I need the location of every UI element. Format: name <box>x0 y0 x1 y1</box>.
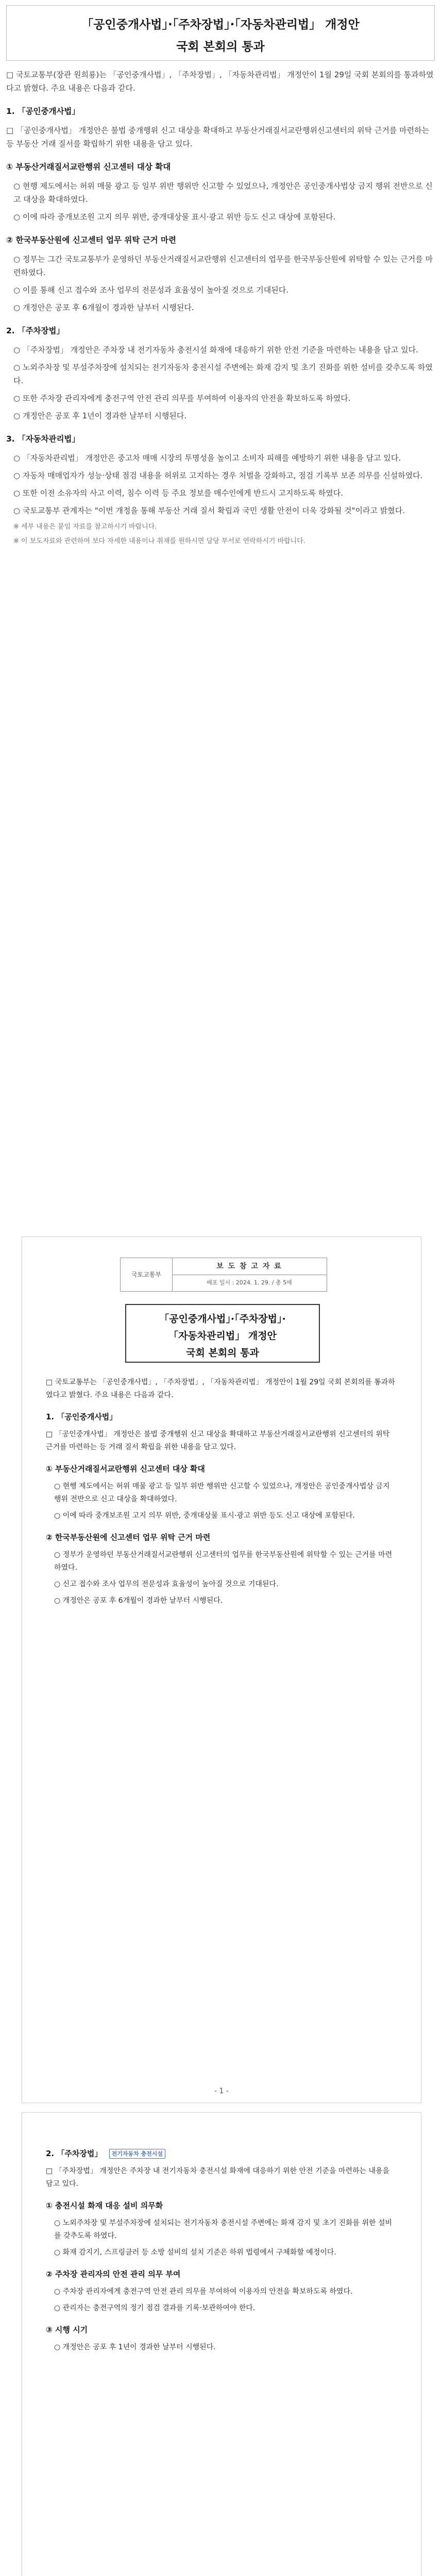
list-item: ○ 이에 따라 중개보조원 고지 의무 위반, 중개대상물 표시·광고 위반 등도 신고 대상에 포함된다. <box>13 212 336 222</box>
list-item: ○ 또한 주차장 관리자에게 충전구역 안전 관리 의무를 부여하여 이용자의 안전을 확보하도록 하였다. <box>13 394 351 403</box>
intro-paragraph: □ 국토교통부(장관 원희룡)는 「공인중개사법」, 「주차장법」, 「자동차관리법」 개정안이 1월 29일 국회 본회의를 통과하였다고 밝혔다. 주요 내용은 다음과 같다. <box>6 70 434 93</box>
page-body <box>46 2139 397 2358</box>
list-item: ○ 신고 접수와 조사 업무의 전문성과 효율성이 높아질 것으로 기대된다. <box>54 1580 279 1588</box>
topic-tag: 전기자동차 충전시설 <box>109 2149 165 2159</box>
list-item: ○ 정부는 그간 국토교통부가 운영하던 부동산거래질서교란행위 신고센터의 업무를 한국부동산원에 위탁할 수 있는 근거를 마련하였다. <box>13 255 433 277</box>
list-item: ○ 주차장 관리자에게 충전구역 안전 관리 의무를 부여하여 이용자의 안전을 확보하도록 하였다. <box>54 2287 353 2296</box>
list-item: ○ 국토교통부 관계자는 "이번 개정을 통해 부동산 거래 질서 확립과 국민 생활 안전이 더욱 강화될 것"이라고 밝혔다. <box>13 506 405 515</box>
section-heading: ② 한국부동산원에 신고센터 업무 위탁 근거 마련 <box>6 235 176 245</box>
subsection-heading: ② 한국부동산원에 신고센터 업무 위탁 근거 마련 <box>46 1533 211 1542</box>
list-item: ○ 화재 감지기, 스프링클러 등 소방 설비의 설치 기준은 하위 법령에서 구체화할 예정이다. <box>54 2248 336 2257</box>
list-item: ○ 이를 통해 신고 접수와 조사 업무의 전문성과 효율성이 높아질 것으로 기대된다. <box>13 285 288 295</box>
section-heading: 1. 「공인중개사법」 <box>6 107 80 116</box>
section-heading <box>46 2147 397 2161</box>
footnote: ※ 이 보도자료와 관련하여 보다 자세한 내용이나 취재를 원하시면 담당 부서로 연락하시기 바랍니다. <box>13 537 305 545</box>
article-title-box <box>6 5 435 61</box>
doc-title-box <box>125 1304 320 1363</box>
subsection-heading: ③ 시행 시기 <box>46 2325 88 2334</box>
section-heading: 2. 「주차장법」 <box>6 326 64 335</box>
list-item: □ 「주차장법」 개정안은 주차장 내 전기자동차 충전시설 화재에 대응하기 위한 안전 기준을 마련하는 내용을 담고 있다. <box>46 2167 390 2188</box>
list-item: ○ 노외주차장 및 부설주차장에 설치되는 전기자동차 충전시설 주변에는 화재 감지 및 초기 진화를 위한 설비를 갖추도록 하였다. <box>54 2219 393 2240</box>
list-item: ○ 개정안은 공포 후 1년이 경과한 날부터 시행된다. <box>13 411 187 420</box>
list-item: ○ 자동차 매매업자가 성능·상태 점검 내용을 허위로 고지하는 경우 처벌을 강화하고, 점검 기록부 보존 의무를 신설하였다. <box>13 471 423 480</box>
press-header-title: 보 도 참 고 자 료 <box>172 1258 327 1275</box>
ministry-logo: 국토교통부 <box>121 1258 173 1291</box>
list-item: ○ 관리자는 충전구역의 정기 점검 결과를 기록·보관하여야 한다. <box>54 2304 256 2312</box>
attachment-page-2 <box>22 2112 421 2576</box>
section-heading: ① 부동산거래질서교란행위 신고센터 대상 확대 <box>6 162 171 172</box>
section-heading: 3. 「자동차관리법」 <box>6 434 80 444</box>
intro-paragraph: □ 국토교통부는 「공인중개사법」, 「주차장법」, 「자동차관리법」 개정안이 1월 29일 국회 본회의를 통과하였다고 밝혔다. 주요 내용은 다음과 같다. <box>46 1378 395 1399</box>
attachment-page-1 <box>22 1236 421 2103</box>
list-item: ○ 현행 제도에서는 허위 매물 광고 등 일부 위반 행위만 신고할 수 있었으나, 개정안은 공인중개사법상 금지 행위 전반으로 신고 대상을 확대하였다. <box>13 181 433 204</box>
press-header <box>120 1258 327 1292</box>
subsection-heading: ① 부동산거래질서교란행위 신고센터 대상 확대 <box>46 1464 205 1473</box>
list-item: ○ 「자동차관리법」 개정안은 중고차 매매 시장의 투명성을 높이고 소비자 피해를 예방하기 위한 내용을 담고 있다. <box>13 453 401 463</box>
subsection-heading: ② 주차장 관리자의 안전 관리 의무 부여 <box>46 2269 181 2279</box>
list-item: ○ 개정안은 공포 후 6개월이 경과한 날부터 시행된다. <box>54 1597 223 1605</box>
doc-title-line3: 국회 본회의 통과 <box>186 1347 259 1359</box>
page-number: - 1 - <box>214 2087 229 2095</box>
list-item: ○ 현행 제도에서는 허위 매물 광고 등 일부 위반 행위만 신고할 수 있었으나, 개정안은 공인중개사법상 금지 행위 전반으로 신고 대상을 확대하였다. <box>54 1482 390 1503</box>
section-heading: 1. 「공인중개사법」 <box>46 1412 117 1421</box>
list-item: ○ 노외주차장 및 부설주차장에 설치되는 전기자동차 충전시설 주변에는 화재 감지 및 초기 진화를 위한 설비를 갖추도록 하였다. <box>13 363 433 385</box>
list-item: ○ 개정안은 공포 후 1년이 경과한 날부터 시행된다. <box>54 2343 216 2351</box>
page-body <box>46 1376 397 1611</box>
intro-paragraph: □ 「공인중개사법」 개정안은 불법 중개행위 신고 대상을 확대하고 부동산거래질서교란행위신고센터의 위탁 근거를 마련하는 등 부동산 거래 질서를 확립하기 위한 내용을 담고 있다. <box>6 126 430 148</box>
press-header-sub: 배포 일시 : 2024. 1. 29. / 총 5매 <box>207 1279 292 1286</box>
article-title-line1: 「공인중개사법」·「주차장법」·「자동차관리법」 개정안 <box>81 18 360 31</box>
footnote: ※ 세부 내용은 붙임 자료를 참고하시기 바랍니다. <box>13 523 157 531</box>
article-title-line2: 국회 본회의 통과 <box>176 40 265 54</box>
list-item: ○ 이에 따라 중개보조원 고지 의무 위반, 중개대상물 표시·광고 위반 등도 신고 대상에 포함된다. <box>54 1512 355 1520</box>
list-item: □ 「공인중개사법」 개정안은 불법 중개행위 신고 대상을 확대하고 부동산거래질서교란행위 신고센터의 위탁 근거를 마련하는 등 거래 질서 확립을 위한 내용을 담고 있다. <box>46 1430 390 1451</box>
section-heading-text: 2. 「주차장법」 <box>46 2149 103 2158</box>
list-item: ○ 정부가 운영하던 부동산거래질서교란행위 신고센터의 업무를 한국부동산원에 위탁할 수 있는 근거를 마련하였다. <box>54 1551 393 1572</box>
doc-title-line1: 「공인중개사법」·「주차장법」· <box>159 1313 286 1325</box>
article-body <box>6 68 434 1214</box>
list-item: ○ 「주차장법」 개정안은 주차장 내 전기자동차 충전시설 화재에 대응하기 위한 안전 기준을 마련하는 내용을 담고 있다. <box>13 345 418 354</box>
subsection-heading: ① 충전시설 화재 대응 설비 의무화 <box>46 2201 163 2210</box>
list-item: ○ 개정안은 공포 후 6개월이 경과한 날부터 시행된다. <box>13 303 194 312</box>
doc-title-line2: 「자동차관리법」 개정안 <box>168 1330 277 1342</box>
list-item: ○ 또한 이전 소유자의 사고 이력, 침수 이력 등 주요 정보를 매수인에게 반드시 고지하도록 하였다. <box>13 488 344 498</box>
